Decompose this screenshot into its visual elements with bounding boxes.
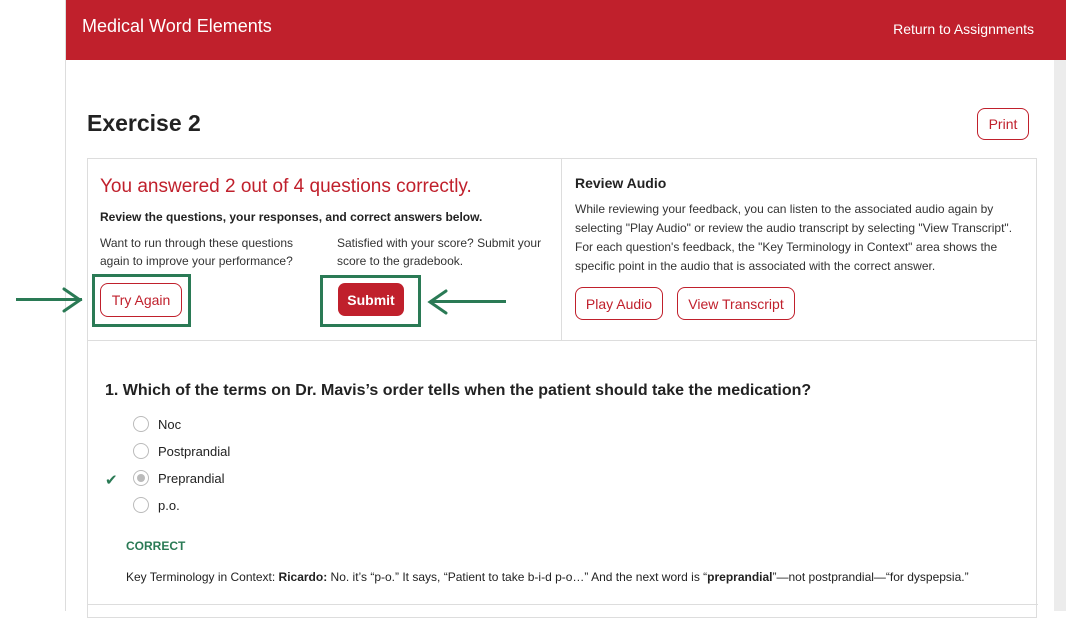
scrollbar[interactable] [1054, 60, 1066, 611]
speaker: Ricardo: [278, 570, 328, 584]
play-audio-button[interactable]: Play Audio [575, 287, 663, 320]
key-terminology-context [126, 570, 969, 584]
try-again-button[interactable]: Try Again [100, 283, 182, 317]
question-text: 1. Which of the terms on Dr. Mavis’s order tells when the patient should take the medication? [105, 382, 812, 399]
page-title: Exercise 2 [87, 110, 201, 136]
score-text: You answered 2 out of 4 questions correctly. [100, 176, 472, 197]
view-transcript-button[interactable]: View Transcript [677, 287, 795, 320]
radio-button-selected[interactable] [133, 470, 149, 486]
option-label: Noc [158, 416, 182, 432]
option-label: p.o. [158, 497, 180, 513]
option-preprandial[interactable] [133, 470, 225, 486]
context-label: Key Terminology in Context: [126, 570, 279, 584]
try-again-prompt: Want to run through these questions again to improve your performance? [100, 236, 294, 268]
option-postprandial[interactable] [133, 443, 230, 459]
app-title: Medical Word Elements [82, 16, 272, 36]
review-audio-panel [562, 159, 1037, 341]
print-button[interactable]: Print [977, 108, 1029, 140]
divider [88, 604, 1038, 605]
review-audio-title: Review Audio [575, 175, 667, 191]
review-audio-text: While reviewing your feedback, you can listen to the associated audio again by selecting "Play Audio" or review the audio transcript by selecting "View Transcript". For each question's feedback, the "Key Terminology in Context" area shows the specific point in the audio that is associated with the correct answer. [575, 202, 1013, 273]
review-instructions: Review the questions, your responses, and correct answers below. [100, 210, 483, 224]
app-header [66, 0, 1066, 60]
checkmark-icon: ✔ [105, 472, 118, 489]
context-text: ”—not postprandial—“for dyspepsia.” [772, 570, 969, 584]
left-margin [0, 0, 66, 611]
context-term: preprandial [707, 570, 773, 584]
option-label: Postprandial [158, 443, 231, 459]
option-po[interactable] [133, 497, 180, 513]
radio-button[interactable] [133, 416, 149, 432]
submit-prompt: Satisfied with your score? Submit your score to the gradebook. [337, 236, 542, 268]
result-label: CORRECT [126, 539, 186, 553]
radio-button[interactable] [133, 443, 149, 459]
results-panel [87, 158, 1037, 618]
return-to-assignments-link[interactable]: Return to Assignments [893, 21, 1034, 37]
radio-button[interactable] [133, 497, 149, 513]
context-text: No. it’s “p-o.” It says, “Patient to take b-i-d p-o…” And the next word is “ [327, 570, 708, 584]
submit-button[interactable]: Submit [338, 283, 404, 316]
option-label: Preprandial [158, 470, 225, 486]
annotation-highlight-box [320, 275, 421, 327]
annotation-highlight-box [92, 274, 191, 327]
option-noc[interactable] [133, 416, 181, 432]
